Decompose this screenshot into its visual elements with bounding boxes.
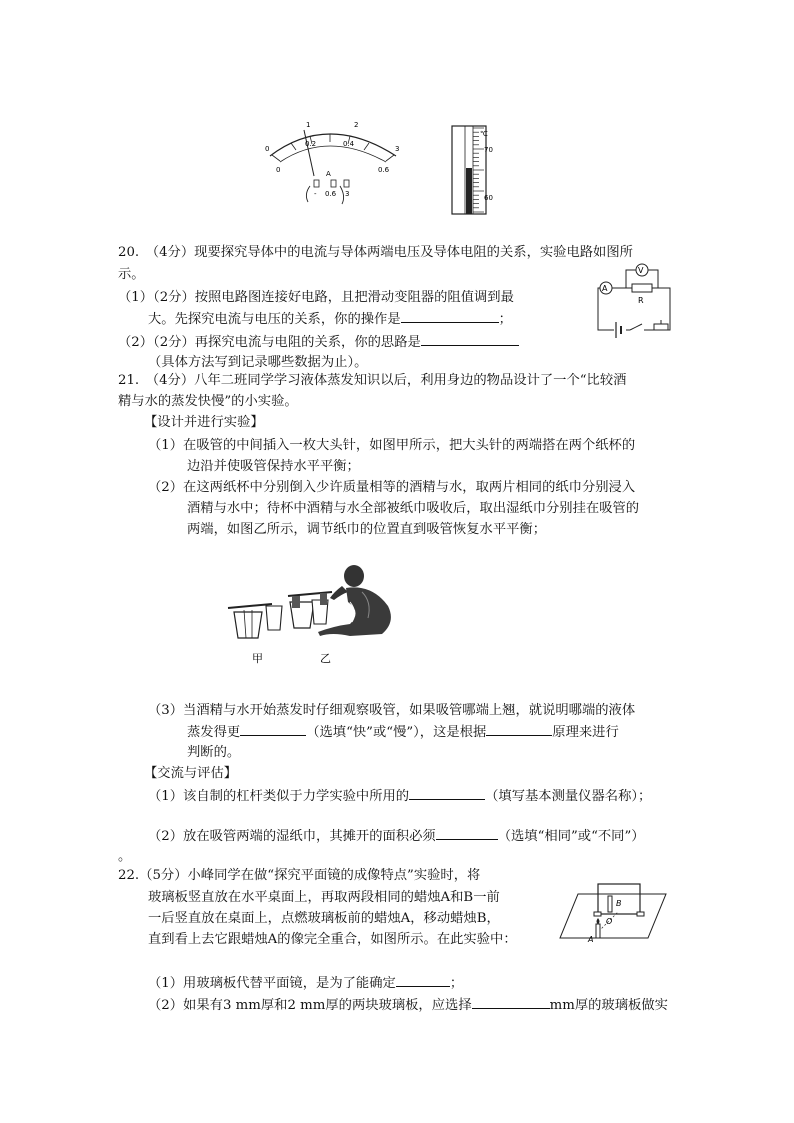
q21-heading-line1: 21. （4分）八年二班同学学习液体蒸发知识以后，利用身边的物品设计了一个“比较酒	[118, 373, 627, 388]
q21-step3-text2: （选填“快”或“慢”），这是根据	[306, 725, 487, 740]
q22-part2-end: mm厚的玻璃板做实	[549, 998, 668, 1013]
ammeter-top-0: 0	[265, 145, 270, 153]
q21-eval2-text2: （选填“相同”或“不同”）	[497, 829, 645, 844]
q20-part2-text: （2）（2分）再探究电流与电阻的关系，你的思路是	[118, 335, 421, 350]
q21-eval1-line	[148, 787, 651, 806]
q21-eval-title: 【交流与评估】	[144, 766, 238, 781]
ammeter-figure	[258, 116, 408, 208]
q21-step2-line1: （2）在这两纸杯中分别倒入少许质量相等的酒精与水，取两片相同的纸巾分别浸入	[148, 480, 636, 495]
q21-design-title: 【设计并进行实验】	[144, 415, 264, 430]
thermometer-mark-70: 70	[484, 146, 493, 154]
q22-line4: 直到看上去它跟蜡烛A的像完全重合，如图所示。在此实验中：	[148, 932, 517, 947]
evaporation-experiment-figure	[222, 562, 408, 666]
q21-step3-text3: 原理来进行	[552, 725, 619, 740]
q21-step3-line2	[187, 723, 619, 742]
q20-part1-end: ；	[498, 312, 512, 327]
q21-step3-line1: （3）当酒精与水开始蒸发时仔细观察吸管，如果吸管哪端上翘，就说明哪端的液体	[148, 703, 636, 718]
mirror-label-o: O	[606, 917, 613, 926]
q21-step1-line2: 边沿并使吸管保持水平平衡；	[187, 459, 360, 474]
q22-line3: 一后竖直放在桌面上，点燃玻璃板前的蜡烛A，移动蜡烛B，	[148, 911, 500, 926]
q22-part1-end: ；	[449, 976, 464, 991]
thermometer-unit: ℃	[480, 130, 488, 138]
q20-part2-blank[interactable]	[421, 333, 519, 346]
q21-eval2-blank[interactable]	[436, 827, 498, 840]
q22-part1-blank[interactable]	[396, 974, 450, 987]
ammeter-terminal-06: 0.6	[325, 190, 337, 198]
q21-eval1-blank[interactable]	[409, 787, 485, 800]
q21-step3-line3: 判断的。	[187, 745, 241, 760]
q21-eval1-text1: （1）该自制的杠杆类似于力学实验中所用的	[148, 789, 410, 804]
ammeter-bottom-0: 0	[276, 166, 281, 174]
q22-part2-text: （2）如果有3 mm厚和2 mm厚的两块玻璃板，应选择	[148, 998, 472, 1013]
ammeter-bottom-2: 0.4	[343, 140, 355, 148]
circuit-diagram	[592, 262, 680, 340]
ammeter-bottom-1: 0.2	[305, 140, 317, 148]
q20-heading-line1: 20. （4分）现要探究导体中的电流与导体两端电压及导体电阻的关系，实验电路如图所	[118, 245, 633, 260]
q22-part1-line	[148, 974, 463, 993]
q20-part2-line2: （具体方法写到记录哪些数据为止）。	[148, 355, 368, 370]
q20-part1-line1: （1）（2分）按照电路图连接好电路，且把滑动变阻器的阻值调到最	[118, 290, 514, 305]
q21-step1-line1: （1）在吸管的中间插入一枚大头针，如图甲所示，把大头针的两端搭在两个纸杯的	[148, 438, 636, 453]
q21-eval2-line	[148, 827, 645, 846]
q22-part2-blank[interactable]	[472, 996, 550, 1009]
thermometer-figure	[444, 124, 500, 216]
mirror-label-a: A	[588, 935, 594, 944]
q20-part2-line1	[118, 333, 519, 352]
q20-part1-text: 大。先探究电流与电压的关系，你的操作是	[148, 312, 401, 327]
q21-eval1-text2: （填写基本测量仪器名称）；	[485, 789, 652, 804]
ammeter-unit: A	[326, 170, 331, 178]
ammeter-bottom-3: 0.6	[378, 166, 390, 174]
q21-step2-line2: 酒精与水中；待杯中酒精与水全部被纸巾吸收后，取出湿纸巾分别挂在吸管的	[187, 501, 640, 516]
mirror-label-b: B	[616, 899, 622, 908]
thermometer-mark-60: 60	[484, 194, 493, 202]
q22-line2: 玻璃板竖直放在水平桌面上，再取两段相同的蜡烛A和B一前	[148, 890, 500, 905]
q21-heading-line2: 精与水的蒸发快慢”的小实验。	[118, 394, 298, 409]
circuit-ammeter-label: A	[602, 284, 608, 293]
q21-step3-blank2[interactable]	[486, 723, 552, 736]
q20-heading-line2: 示。	[118, 267, 145, 282]
circuit-resistor-label: R	[638, 296, 644, 305]
ammeter-top-1: 1	[306, 121, 311, 129]
figure-label-yi: 乙	[320, 652, 331, 665]
figure-label-jia: 甲	[252, 652, 263, 665]
circuit-voltmeter-label: V	[638, 266, 644, 275]
ammeter-terminal-3: 3	[345, 190, 350, 198]
plane-mirror-figure	[558, 878, 672, 948]
q21-step3-text1: 蒸发得更	[187, 725, 241, 740]
ammeter-top-2: 2	[354, 121, 359, 129]
q21-step2-line3: 两端，如图乙所示，调节纸巾的位置直到吸管恢复水平平衡；	[187, 522, 547, 537]
q22-part2-line	[148, 996, 668, 1015]
ammeter-top-3: 3	[395, 145, 400, 153]
q20-part1-blank[interactable]	[401, 310, 499, 323]
q20-part1-line2	[148, 310, 512, 329]
q22-line1: 22.（5分）小峰同学在做“探究平面镜的成像特点”实验时，将	[118, 868, 481, 883]
q21-eval2-text1: （2）放在吸管两端的湿纸巾，其摊开的面积必须	[148, 829, 436, 844]
q22-part1-text: （1）用玻璃板代替平面镜，是为了能确定	[148, 976, 396, 991]
q21-eval2-end: 。	[118, 849, 132, 864]
q21-step3-blank1[interactable]	[240, 723, 306, 736]
ammeter-terminal-neg: -	[314, 190, 317, 198]
